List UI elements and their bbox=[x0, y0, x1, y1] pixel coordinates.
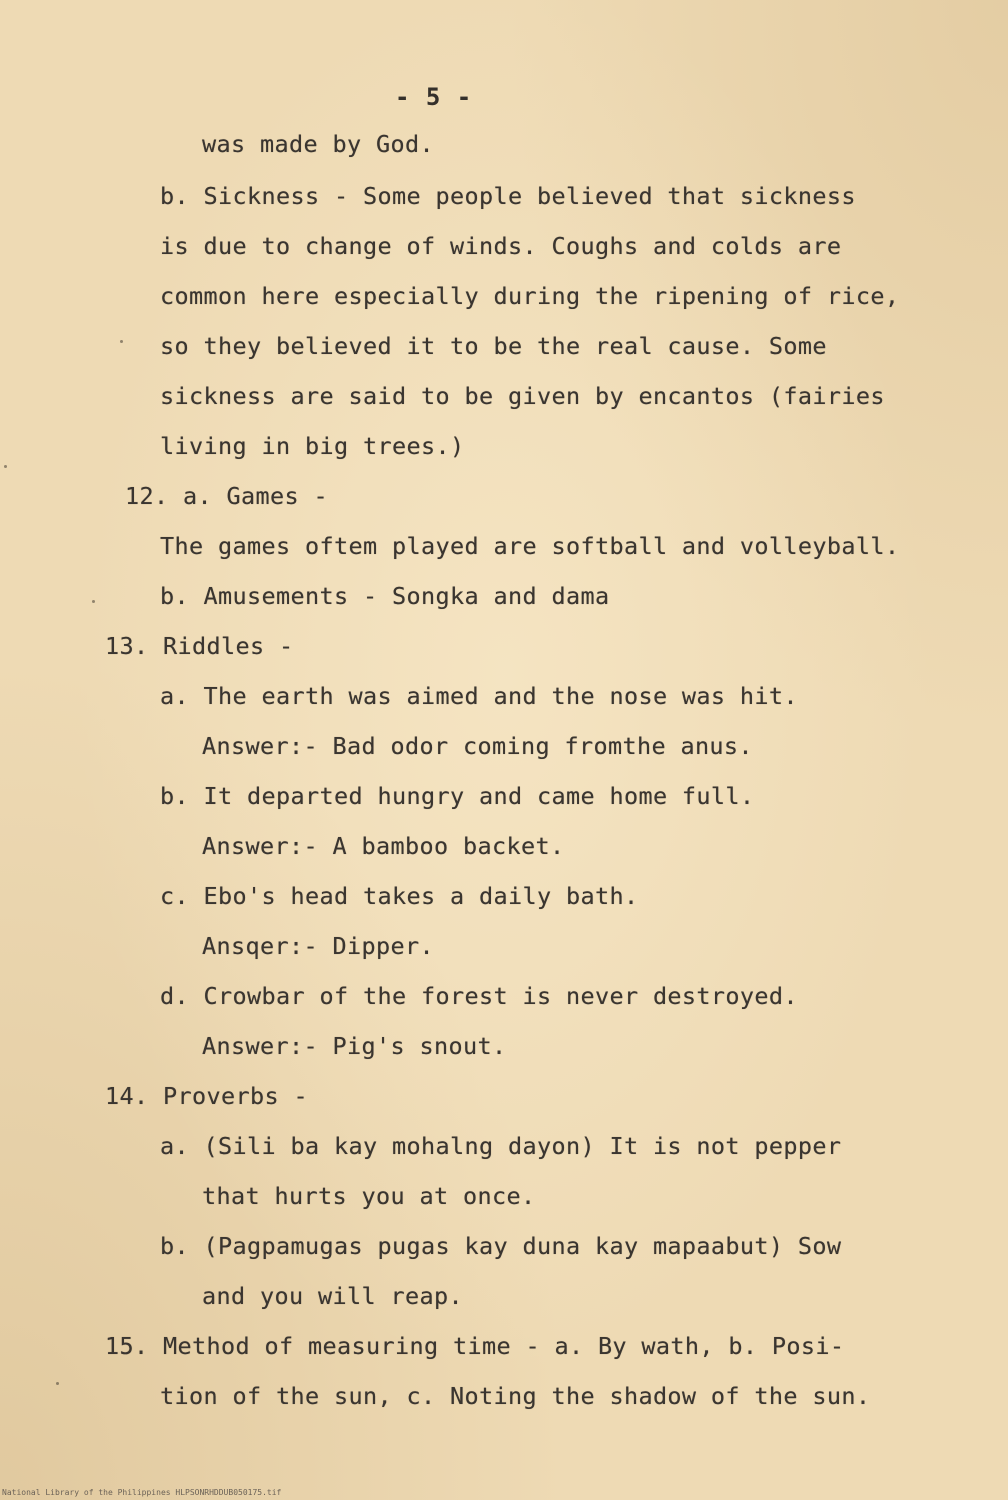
page-number: - 5 - bbox=[395, 83, 473, 111]
text-line: Answer:- A bamboo backet. bbox=[202, 832, 565, 860]
text-line: that hurts you at once. bbox=[202, 1182, 536, 1210]
text-line: b. (Pagpamugas pugas kay duna kay mapaabut) Sow bbox=[160, 1232, 842, 1260]
text-line: a. (Sili ba kay mohalng dayon) It is not pepper bbox=[160, 1132, 842, 1160]
section-heading: 15. Method of measuring time - a. By wath, b. Posi- bbox=[105, 1332, 845, 1360]
text-line: living in big trees.) bbox=[160, 432, 465, 460]
text-line: c. Ebo's head takes a daily bath. bbox=[160, 882, 639, 910]
text-line: was made by God. bbox=[202, 130, 434, 158]
text-line: b. Amusements - Songka and dama bbox=[160, 582, 610, 610]
text-line: b. It departed hungry and came home full. bbox=[160, 782, 755, 810]
text-line: so they believed it to be the real cause. Some bbox=[160, 332, 827, 360]
ink-speck bbox=[120, 340, 123, 343]
text-line: and you will reap. bbox=[202, 1282, 463, 1310]
ink-speck bbox=[92, 600, 95, 603]
section-heading: 12. a. Games - bbox=[125, 482, 328, 510]
text-line: Answer:- Bad odor coming fromthe anus. bbox=[202, 732, 753, 760]
text-line: Ansqer:- Dipper. bbox=[202, 932, 434, 960]
text-line: a. The earth was aimed and the nose was hit. bbox=[160, 682, 798, 710]
text-line: tion of the sun, c. Noting the shadow of the sun. bbox=[160, 1382, 871, 1410]
text-line: common here especially during the ripening of rice, bbox=[160, 282, 900, 310]
section-heading: 13. Riddles - bbox=[105, 632, 294, 660]
text-line: is due to change of winds. Coughs and colds are bbox=[160, 232, 842, 260]
text-line: sickness are said to be given by encantos (fairies bbox=[160, 382, 885, 410]
text-line: d. Crowbar of the forest is never destroyed. bbox=[160, 982, 798, 1010]
ink-speck bbox=[56, 1382, 59, 1385]
section-heading: 14. Proverbs - bbox=[105, 1082, 308, 1110]
footer-caption: National Library of the Philippines HLPSONRHDDUB050175.tif bbox=[2, 1488, 282, 1497]
text-line: The games oftem played are softball and volleyball. bbox=[160, 532, 900, 560]
ink-speck bbox=[4, 465, 7, 468]
text-line: b. Sickness - Some people believed that sickness bbox=[160, 182, 856, 210]
text-line: Answer:- Pig's snout. bbox=[202, 1032, 507, 1060]
